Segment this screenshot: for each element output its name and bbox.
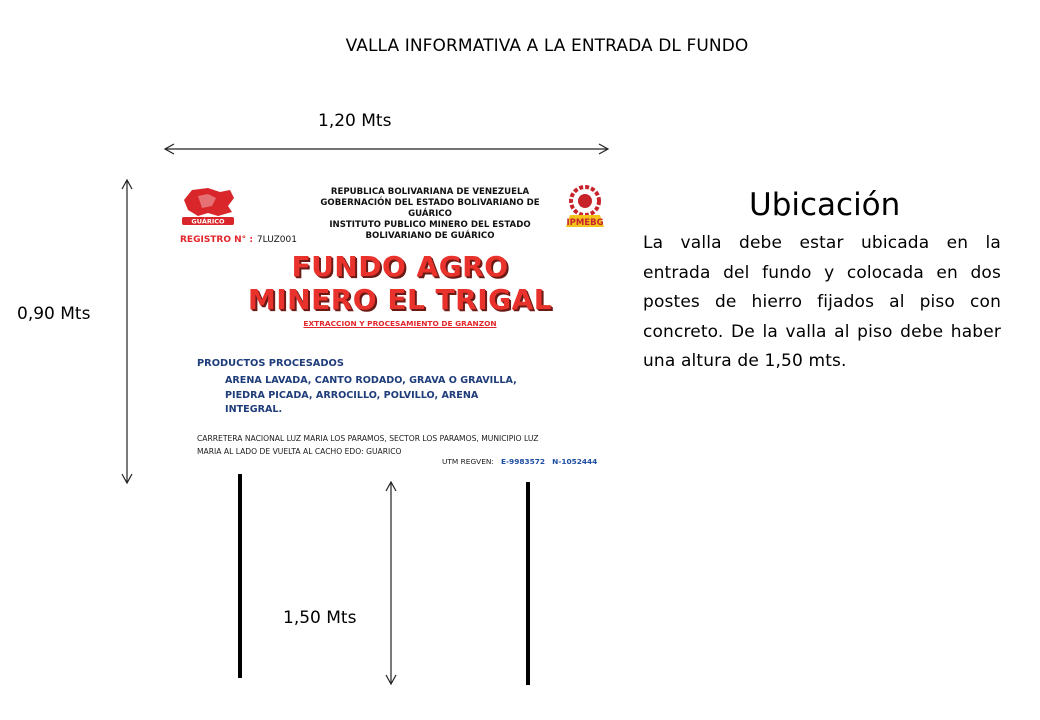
products-title: PRODUCTOS PROCESADOS (197, 358, 344, 369)
sign-board (170, 180, 620, 476)
right-post (526, 482, 530, 685)
utm-n: N-1052444 (552, 457, 598, 466)
sign-subtitle: EXTRACCION Y PROCESAMIENTO DE GRANZON (303, 319, 497, 328)
post-height-label: 1,50 Mts (283, 608, 357, 628)
guarico-logo-icon (178, 186, 238, 226)
utm-coordinates (442, 457, 597, 466)
address (197, 433, 597, 458)
registry-label: REGISTRO N° : (180, 235, 253, 245)
registry-number: 7LUZ001 (256, 235, 297, 245)
utm-e: E-9983572 (500, 457, 546, 466)
utm-label: UTM REGVEN: (442, 457, 494, 466)
header-line: REPUBLICA BOLIVARIANA DE VENEZUELA (330, 187, 530, 197)
width-label: 1,20 Mts (318, 111, 392, 131)
sign-header (300, 187, 560, 242)
header-line: INSTITUTO PUBLICO MINERO DEL ESTADO BOLIVARIANO DE GUÁRICO (329, 220, 531, 241)
products-line: ARENA LAVADA, CANTO RODADO, GRAVA O GRAVILLA, (225, 375, 517, 386)
right-logo-text: IPMEBG (566, 218, 604, 228)
registry (180, 235, 297, 245)
location-text: La valla debe estar ubicada en la entrada del fundo y colocada en dos postes de hierro fijados al piso con concreto. De la valla al piso debe haber una altura de 1,50 mts. (643, 233, 1001, 371)
address-line: MARIA AL LADO DE VUELTA AL CACHO EDO: GUARICO (197, 446, 402, 456)
header-line: GOBERNACIÓN DEL ESTADO BOLIVARIANO DE GUÁRICO (320, 198, 540, 219)
products-line: INTEGRAL. (225, 404, 283, 416)
fundo-name-line2: MINERO EL TRIGAL (247, 283, 553, 316)
left-logo-text: GUÁRICO (191, 217, 225, 226)
products-list (225, 374, 517, 418)
address-line: CARRETERA NACIONAL LUZ MARIA LOS PARAMOS, SECTOR LOS PARAMOS, MUNICIPIO LUZ (197, 434, 539, 443)
page-title: VALLA INFORMATIVA A LA ENTRADA DL FUNDO (345, 36, 749, 56)
fundo-name-line1: FUNDO AGRO (291, 250, 509, 283)
location-heading: Ubicación (749, 187, 901, 223)
products-line: PIEDRA PICADA, ARROCILLO, POLVILLO, ARENA (225, 389, 479, 401)
ipmebg-logo-icon (560, 183, 610, 231)
height-label: 0,90 Mts (17, 304, 91, 324)
left-post (238, 474, 242, 678)
